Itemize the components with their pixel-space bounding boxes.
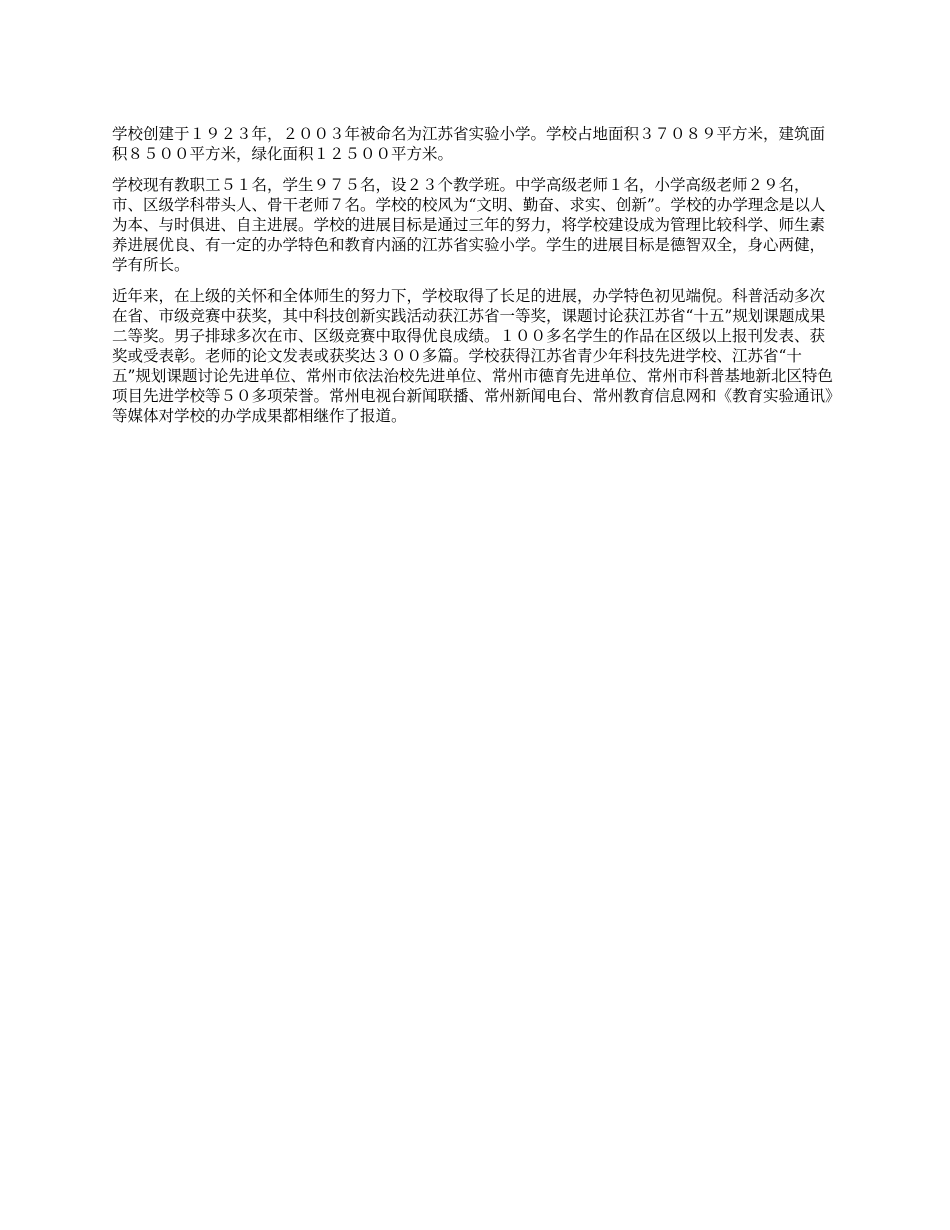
paragraph-school-founding: 学校创建于１９２３年，２００３年被命名为江苏省实验小学。学校占地面积３７０８９平方米，建筑面积８５００平方米，绿化面积１２５００平方米。 bbox=[112, 125, 826, 163]
paragraph-achievements: 近年来，在上级的关怀和全体师生的努力下，学校取得了长足的进展，办学特色初见端倪。科普活动多次在省、市级竞赛中获奖，其中科技创新实践活动获江苏省一等奖，课题讨论获江苏省“十五”规划课题成果二等奖。男子排球多次在市、区级竞赛中取得优良成绩。１００多名学生的作品在区级以上报刊发表、获奖或受表彰。老师的论文发表或获奖达３００多篇。学校获得江苏省青少年科技先进学校、江苏省“十五”规划课题讨论先进单位、常州市依法治校先进单位、常州市德育先进单位、常州市科普基地新北区特色项目先进学校等５０多项荣誉。常州电视台新闻联播、常州新闻电台、常州教育信息网和《教育实验通讯》等媒体对学校的办学成果都相继作了报道。 bbox=[112, 287, 833, 425]
paragraph-staff-and-philosophy: 学校现有教职工５１名，学生９７５名，设２３个教学班。中学高级老师１名，小学高级老师２９名，市、区级学科带头人、骨干老师７名。学校的校风为“文明、勤奋、求实、创新”。学校的办学理念是以人为本、与时俱进、自主进展。学校的进展目标是通过三年的努力，将学校建设成为管理比较科学、师生素养进展优良、有一定的办学特色和教育内涵的江苏省实验小学。学生的进展目标是德智双全，身心两健，学有所长。 bbox=[112, 176, 826, 274]
document-page bbox=[112, 124, 840, 437]
